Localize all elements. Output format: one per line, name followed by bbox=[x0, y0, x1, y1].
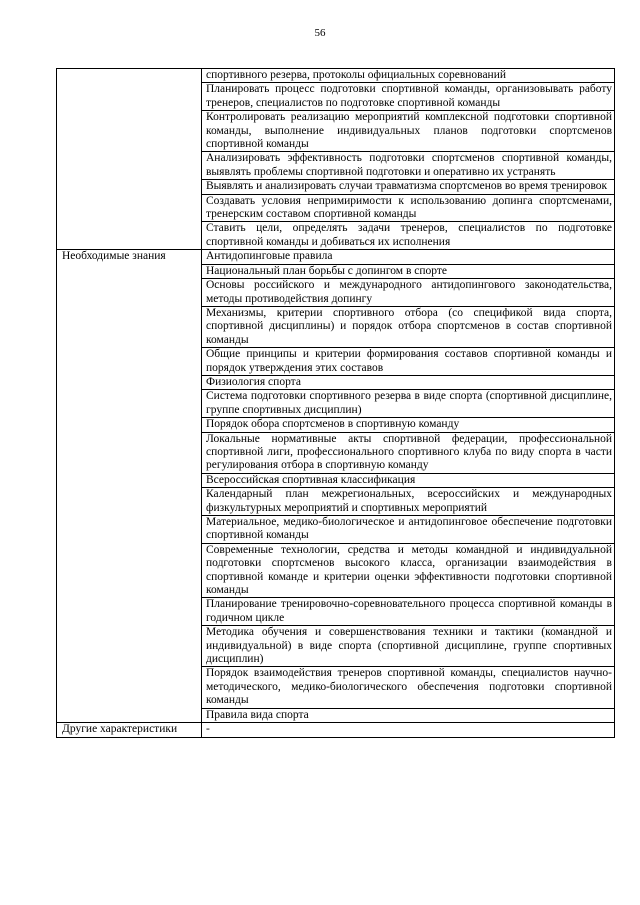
requirement-item: Выявлять и анализировать случаи травматизма спортсменов во время тренировок bbox=[202, 180, 615, 194]
requirements-table bbox=[56, 68, 615, 738]
requirement-item: Порядок взаимодействия тренеров спортивной команды, специалистов научно-методического, медико-биологического обеспечения подготовки спортивной команды bbox=[202, 667, 615, 708]
requirement-item: Основы российского и международного антидопингового законодательства, методы противодействия допингу bbox=[202, 279, 615, 307]
requirement-item: Общие принципы и критерии формирования составов спортивной команды и порядок утверждения этих составов bbox=[202, 348, 615, 376]
page-number: 56 bbox=[314, 27, 326, 39]
requirement-item: Календарный план межрегиональных, всероссийских и международных физкультурных мероприятий и спортивных мероприятий bbox=[202, 488, 615, 516]
requirement-item: Методика обучения и совершенствования техники и тактики (командной и индивидуальной) в виде спорта (спортивной дисциплине, группе спортивных дисциплин) bbox=[202, 626, 615, 667]
requirement-item: Система подготовки спортивного резерва в виде спорта (спортивной дисциплине, группе спортивных дисциплин) bbox=[202, 390, 615, 418]
requirements-table-body bbox=[57, 69, 615, 738]
section-label bbox=[57, 69, 202, 250]
requirement-item: Физиология спорта bbox=[202, 375, 615, 389]
table-row bbox=[57, 723, 615, 737]
requirement-item: Ставить цели, определять задачи тренеров, специалистов по подготовке спортивной команды и добиваться их исполнения bbox=[202, 222, 615, 250]
requirement-item: Современные технологии, средства и методы командной и индивидуальной подготовки спортсменов высокого класса, организации взаимодействия в спортивной команде и критерии оценки эффективности подготовки спортивной команды bbox=[202, 543, 615, 598]
section-label: Необходимые знания bbox=[57, 250, 202, 723]
requirement-item: Анализировать эффективность подготовки спортсменов спортивной команды, выявлять проблемы спортивной подготовки и оперативно их устранять bbox=[202, 152, 615, 180]
requirement-item: Планировать процесс подготовки спортивной команды, организовывать работу тренеров, специалистов по подготовке спортивной команды bbox=[202, 83, 615, 111]
requirement-item: Национальный план борьбы с допингом в спорте bbox=[202, 264, 615, 278]
requirement-item: Порядок обора спортсменов в спортивную команду bbox=[202, 418, 615, 432]
table-row bbox=[57, 69, 615, 83]
requirement-item: Механизмы, критерии спортивного отбора (со спецификой вида спорта, спортивной дисциплины) и порядок отбора спортсменов в состав спортивной команды bbox=[202, 306, 615, 347]
requirement-item: Контролировать реализацию мероприятий комплексной подготовки спортивной команды, выполнение индивидуальных планов подготовки спортсменов спортивной команды bbox=[202, 111, 615, 152]
requirement-item: Локальные нормативные акты спортивной федерации, профессиональной спортивной лиги, профессионального спортивного клуба по виду спорта в части регулирования отбора в спортивную команду bbox=[202, 432, 615, 473]
requirement-item: спортивного резерва, протоколы официальных соревнований bbox=[202, 69, 615, 83]
requirement-item: Планирование тренировочно-соревновательного процесса спортивной команды в годичном цикле bbox=[202, 598, 615, 626]
requirement-item: Антидопинговые правила bbox=[202, 250, 615, 264]
section-label: Другие характеристики bbox=[57, 723, 202, 737]
requirement-item: Создавать условия непримиримости к использованию допинга спортсменами, тренерским составом спортивной команды bbox=[202, 194, 615, 222]
requirement-item: - bbox=[202, 723, 615, 737]
requirement-item: Всероссийская спортивная классификация bbox=[202, 473, 615, 487]
requirement-item: Правила вида спорта bbox=[202, 708, 615, 722]
table-row bbox=[57, 250, 615, 264]
requirement-item: Материальное, медико-биологическое и антидопинговое обеспечение подготовки спортивной команды bbox=[202, 516, 615, 544]
